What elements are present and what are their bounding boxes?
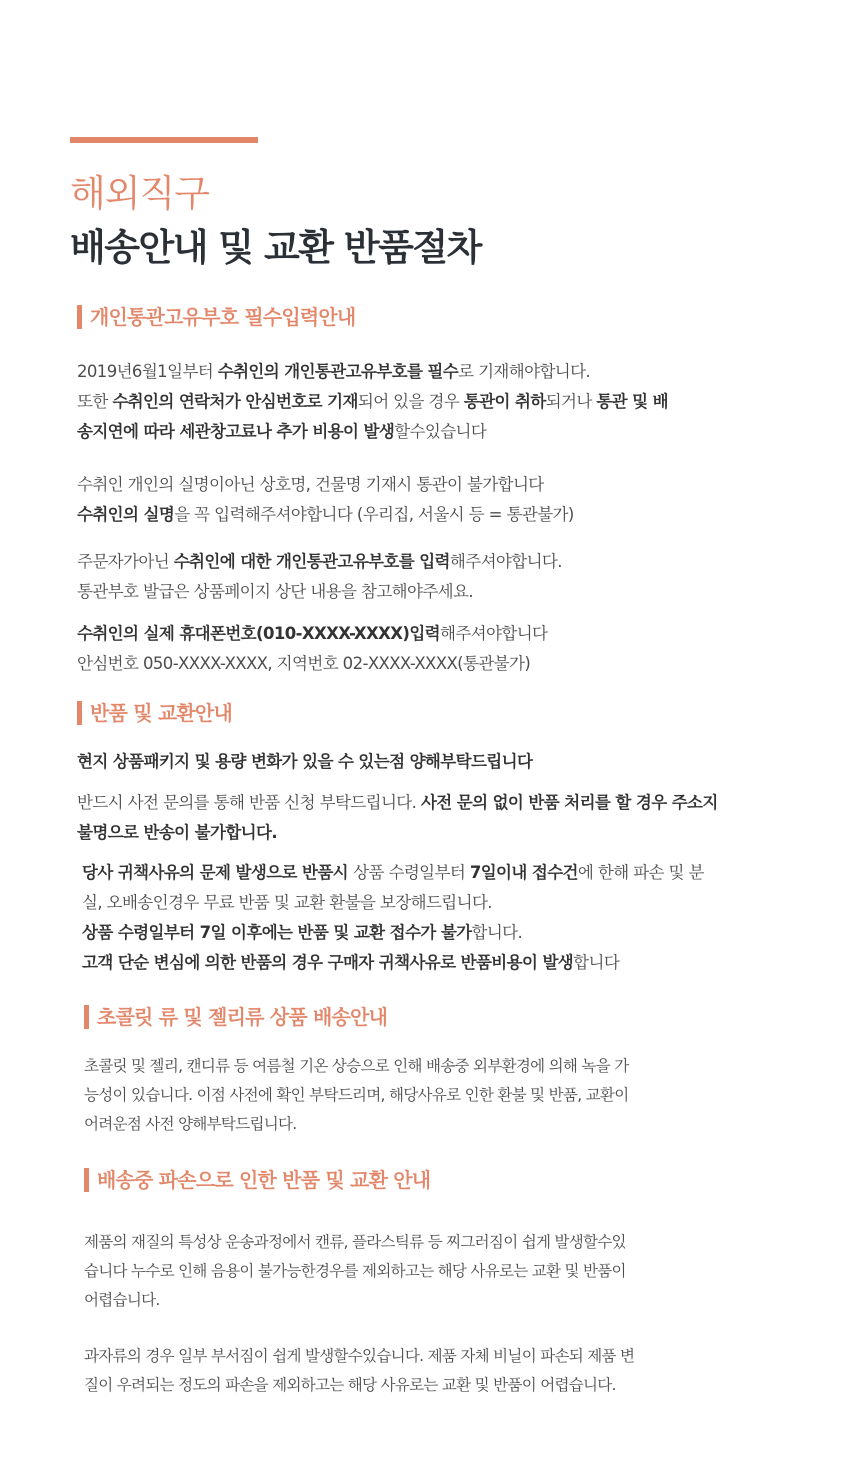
section-heading-returns: [77, 700, 232, 726]
text: 을 꼭 입력해주셔야합니다 (우리집, 서울시 등 = 통관불가): [174, 505, 574, 524]
emphasis: 수취인의 실명: [77, 505, 175, 524]
text: 되거나: [545, 392, 597, 411]
text-line: [77, 417, 668, 447]
text-line: 습니다 누수로 인해 음용이 불가능한경우를 제외하고는 해당 사유로는 교환 및 반품이: [84, 1262, 626, 1280]
emphasis: 통관 및 배: [596, 392, 668, 411]
emphasis: 고객 단순 변심에 의한 반품의 경우 구매자 귀책사유로 반품비용이 발생: [82, 953, 574, 972]
text-line: 수취인 개인의 실명이아닌 상호명, 건물명 기재시 통관이 불가합니다: [77, 475, 544, 494]
text: 되어 있을 경우: [357, 392, 464, 411]
returns-paragraph-1: [77, 747, 532, 777]
text-line: [82, 858, 704, 888]
returns-paragraph-3: [82, 858, 704, 978]
text: 로 기재해야합니다.: [458, 362, 591, 381]
emphasis: 수취인의 개인통관고유부호를 필수: [217, 362, 459, 381]
text-line: [77, 788, 718, 818]
heading-bar: [77, 305, 82, 329]
page-title: 배송안내 및 교환 반품절차: [70, 226, 481, 269]
emphasis: 수취인의 실제 휴대폰번호(010-XXXX-XXXX)입력: [77, 624, 440, 643]
text-line: 능성이 있습니다. 이점 사전에 확인 부탁드리며, 해당사유로 인한 환불 및 반품, 교환이: [84, 1086, 629, 1104]
emphasis: 현지 상품패키지 및 용량 변화가 있을 수 있는점 양해부탁드립니다: [77, 752, 533, 771]
text-line: [82, 918, 704, 948]
text-line: 어려운점 사전 양해부탁드립니다.: [84, 1115, 297, 1133]
section-heading-customs: [77, 304, 355, 330]
emphasis: 불명으로 반송이 불가합니다.: [77, 823, 278, 842]
customs-paragraph-4: [77, 619, 547, 679]
text: 합니다: [573, 953, 620, 972]
text-line: [82, 948, 704, 978]
section-heading-chocolate: [84, 1004, 387, 1030]
text-line: 통관부호 발급은 상품페이지 상단 내용을 참고해야주세요.: [77, 582, 474, 601]
emphasis: 수취인에 대한 개인통관고유부호를 입력: [173, 552, 450, 571]
text: 상품 수령일부터: [353, 863, 470, 882]
section-heading-damage: [84, 1167, 430, 1193]
text-line: 실, 오배송인경우 무료 반품 및 교환 환불을 보장해드립니다.: [82, 893, 492, 912]
heading-bar: [77, 701, 82, 725]
text: 반드시 사전 문의를 통해 반품 신청 부탁드립니다.: [77, 793, 421, 812]
emphasis: 수취인의 연락처가 안심번호로 기재: [112, 392, 358, 411]
chocolate-paragraph: [84, 1052, 628, 1139]
text-line: 초콜릿 및 젤리, 캔디류 등 여름철 기온 상승으로 인해 배송중 외부환경에 의해 녹을 가: [84, 1057, 629, 1075]
text: 주문자가아닌: [77, 552, 174, 571]
customs-paragraph-2: [77, 470, 574, 530]
section-heading-label: 반품 및 교환안내: [90, 701, 232, 725]
accent-rule: [70, 137, 258, 143]
customs-paragraph-3: [77, 547, 562, 607]
customs-paragraph-1: [77, 357, 668, 447]
emphasis: 당사 귀책사유의 문제 발생으로 반품시: [82, 863, 354, 882]
text: 할수있습니다: [394, 422, 487, 441]
text-line: [77, 619, 547, 649]
text-line: [77, 387, 668, 417]
emphasis: 7일이내 접수건: [469, 863, 578, 882]
text: 해주셔야합니다.: [449, 552, 562, 571]
damage-paragraph-1: [84, 1228, 626, 1315]
heading-bar: [84, 1005, 89, 1029]
text: 해주셔야합니다: [440, 624, 548, 643]
text-line: [77, 547, 562, 577]
emphasis: 상품 수령일부터 7일 이후에는 반품 및 교환 접수가 불가: [82, 923, 472, 942]
text-line: 제품의 재질의 특성상 운송과정에서 캔류, 플라스틱류 등 찌그러짐이 쉽게 발생할수있: [84, 1233, 626, 1251]
text: 합니다.: [471, 923, 523, 942]
emphasis: 송지연에 따라 세관창고료나 추가 비용이 발생: [77, 422, 395, 441]
returns-paragraph-2: [77, 788, 718, 848]
section-heading-label: 배송중 파손으로 인한 반품 및 교환 안내: [97, 1168, 431, 1192]
text-line: 안심번호 050-XXXX-XXXX, 지역번호 02-XXXX-XXXX(통관불가): [77, 654, 531, 673]
section-heading-label: 초콜릿 류 및 젤리류 상품 배송안내: [97, 1005, 388, 1029]
heading-bar: [84, 1168, 89, 1192]
emphasis: 사전 문의 없이 반품 처리를 할 경우 주소지: [420, 793, 718, 812]
text-line: 어렵습니다.: [84, 1291, 160, 1309]
text-line: [77, 357, 668, 387]
page-subtitle: 해외직구: [70, 172, 209, 215]
text: 에 한해 파손 및 분: [577, 863, 704, 882]
text-line: 질이 우려되는 정도의 파손을 제외하고는 해당 사유로는 교환 및 반품이 어렵습니다.: [84, 1376, 616, 1394]
section-heading-label: 개인통관고유부호 필수입력안내: [90, 305, 356, 329]
text: 또한: [77, 392, 113, 411]
text: 2019년6월1일부터: [77, 362, 218, 381]
emphasis: 통관이 취하: [463, 392, 546, 411]
text-line: 과자류의 경우 일부 부서짐이 쉽게 발생할수있습니다. 제품 자체 비닐이 파손되 제품 변: [84, 1347, 635, 1365]
damage-paragraph-2: [84, 1342, 634, 1400]
text-line: [77, 500, 574, 530]
